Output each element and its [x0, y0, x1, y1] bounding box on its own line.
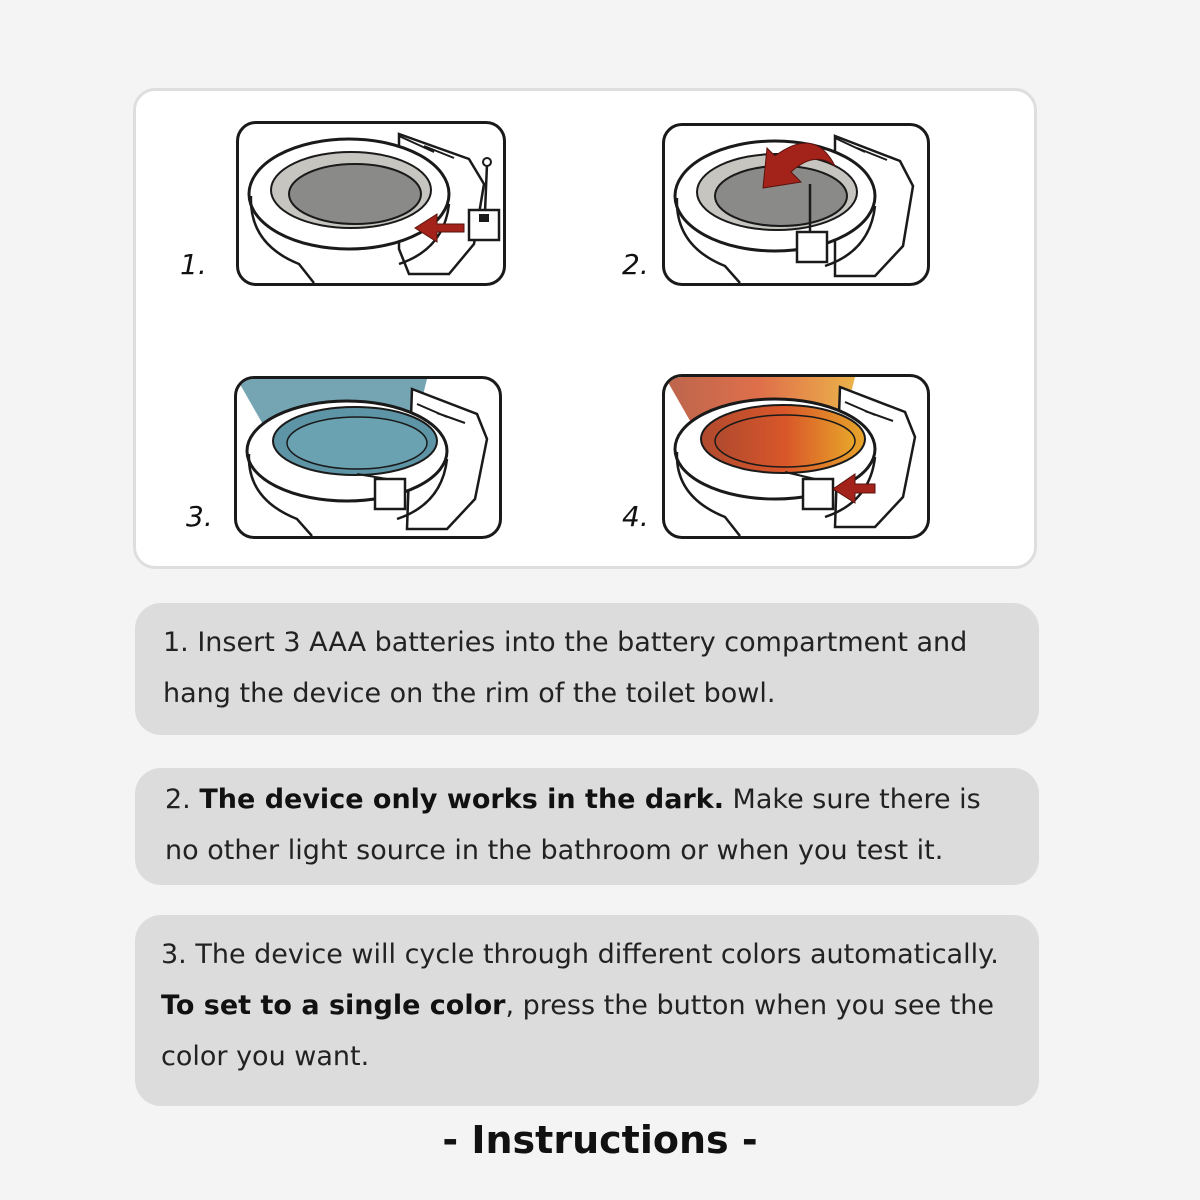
- page-title: - Instructions -: [442, 1118, 758, 1162]
- note-2-rest: Make sure there is no other light source in the bathroom or when you test it.: [165, 784, 981, 866]
- note-3-rest: , press the button when you see the color you want.: [161, 990, 995, 1072]
- step-1-illustration: [236, 121, 506, 286]
- step-number-3: 3.: [186, 500, 213, 533]
- instruction-note-2: [135, 768, 1039, 885]
- note-3-bold: To set to a single color: [161, 990, 506, 1021]
- note-2-prefix: 2.: [165, 784, 200, 815]
- step-4-illustration: [662, 374, 930, 539]
- step-number-2: 2.: [622, 248, 649, 281]
- note-3-prefix: 3. The device will cycle through different colors automatically.: [161, 939, 999, 970]
- step-2-illustration: [662, 123, 930, 286]
- note-2-bold: The device only works in the dark.: [199, 784, 724, 815]
- instruction-note-1: [135, 603, 1039, 735]
- note-1-text: 1. Insert 3 AAA batteries into the battery compartment and hang the device on the rim of the toilet bowl.: [163, 627, 968, 709]
- step-number-1: 1.: [180, 248, 207, 281]
- step-number-4: 4.: [622, 500, 649, 533]
- instruction-note-3: [135, 915, 1039, 1106]
- note-2-text: [165, 774, 1009, 876]
- step-3-illustration: [234, 376, 502, 539]
- note-3-text: [161, 929, 1017, 1082]
